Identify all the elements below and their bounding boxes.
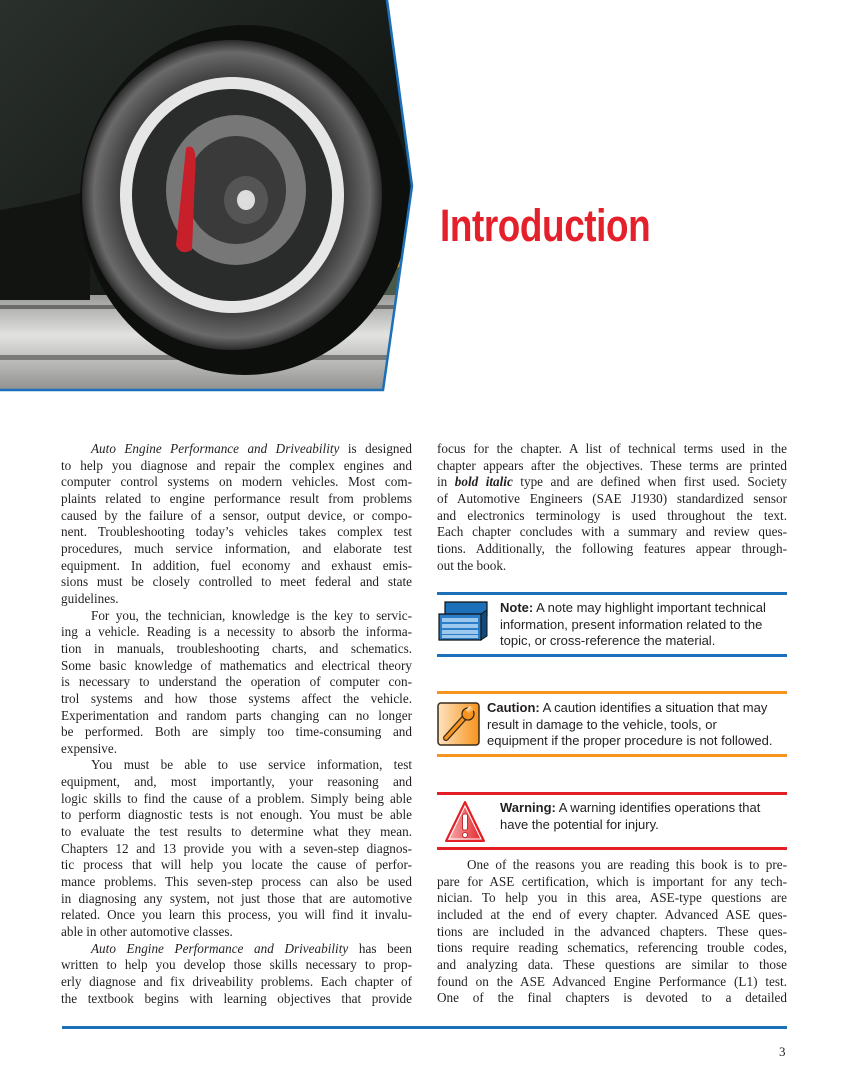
text-line: able in other automotive classes.	[61, 924, 233, 940]
note-line: A note may highlight important technical	[533, 600, 766, 615]
warning-line: have the potential for injury.	[500, 816, 659, 832]
note-line: topic, or cross-reference the material.	[500, 633, 716, 649]
text-line: One of the reasons you are reading this book is to pre-	[467, 857, 787, 872]
text-line: mance problems. This seven-step process can also be used	[61, 874, 412, 890]
text-line: guidelines.	[61, 590, 119, 606]
caution-line: equipment if the proper procedure is not followed.	[487, 733, 773, 749]
text-line: chapter appears after the objectives. These terms are printed	[437, 457, 787, 473]
footer-rule	[62, 1026, 787, 1029]
emphasized-text: Auto Engine Performance and Driveability	[91, 940, 349, 956]
chapter-title: Introduction	[440, 200, 651, 251]
text-line: ing a vehicle. Reading is a necessity to absorb the informa-	[61, 624, 412, 640]
text-line: and electronics terminology is used throughout the text.	[437, 507, 787, 523]
paragraph	[437, 441, 787, 574]
paragraph	[437, 857, 787, 1007]
wrench-icon	[437, 702, 480, 746]
text-line: tion in manuals, troubleshooting charts, and schematics.	[61, 640, 412, 656]
note-text	[500, 600, 766, 650]
text-segment: type and are defined when first used. Society	[512, 474, 787, 490]
caution-line: result in damage to the vehicle, tools, or	[487, 716, 717, 732]
caution-label: Caution:	[487, 700, 540, 715]
text-line: logic skills to find the cause of a problem. Simply being able	[61, 790, 412, 806]
right-column-text-bottom	[437, 857, 787, 1007]
text-line: expensive.	[61, 740, 118, 756]
text-line: the textbook begins with learning objectives that provide	[61, 990, 412, 1006]
text-line: tions. Additionally, the following features appear through-	[437, 540, 787, 556]
text-line	[437, 474, 787, 491]
text-line: pare for ASE certification, which is important for any tech-	[437, 873, 787, 889]
note-bottom-rule	[437, 654, 787, 657]
warning-text	[500, 800, 760, 833]
text-line: tions are included in the advanced chapters. These ques-	[437, 923, 787, 939]
warning-top-rule	[437, 792, 787, 795]
text-line: in diagnosing any system, not just those that are automotive	[61, 890, 412, 906]
text-line: and analyzing data. These questions are similar to those	[437, 956, 787, 972]
text-line: included at the end of every chapter. Advanced ASE ques-	[437, 906, 787, 922]
emphasized-text: bold italic	[454, 474, 513, 490]
text-line: One of the final chapters is devoted to a detailed	[437, 990, 787, 1006]
text-line: nician. To help you in this area, ASE-type questions are	[437, 890, 787, 906]
text-line: sions must be closely controlled to meet federal and state	[61, 574, 412, 590]
paragraph	[61, 757, 412, 940]
text-line: related. Once you learn this process, you will find it invalu-	[61, 907, 412, 923]
text-line: written to help you develop those skills necessary to prop-	[61, 957, 412, 973]
note-top-rule	[437, 592, 787, 595]
text-line: found on the ASE Advanced Engine Performance (L1) test.	[437, 973, 787, 989]
text-line: Experimentation and random parts changing can no longer	[61, 707, 412, 723]
paragraph	[61, 608, 412, 758]
caution-top-rule	[437, 691, 787, 694]
note-label: Note:	[500, 600, 534, 615]
text-line: Each chapter concludes with a summary and review ques-	[437, 524, 787, 540]
text-segment: in	[437, 474, 455, 490]
text-line: procedures, much service information, and elaborate test	[61, 540, 412, 556]
text-line: focus for the chapter. A list of technical terms used in the	[437, 441, 787, 456]
warning-label: Warning:	[500, 800, 556, 815]
text-line: nent. Troubleshooting today’s vehicles takes complex test	[61, 524, 412, 540]
warning-triangle-icon	[444, 800, 486, 844]
text-line: caused by the failure of a sensor, output device, or compo-	[61, 507, 412, 523]
text-line: be performed. Both are simply too time-consuming and	[61, 724, 412, 740]
page-number: 3	[779, 1044, 786, 1059]
text-segment: has been	[348, 940, 412, 956]
text-line: is necessary to understand the operation of computer con-	[61, 674, 412, 690]
text-line: to evaluate the test results to determine what they mean.	[61, 824, 412, 840]
text-segment: is designed	[339, 441, 412, 456]
text-line	[61, 941, 412, 958]
text-line: to help you diagnose and repair the complex engines and	[61, 457, 412, 473]
text-line: You must be able to use service information, test	[91, 757, 412, 773]
paragraph	[61, 941, 412, 1008]
text-line: to perform diagnostic tests is not enough. You must be able	[61, 807, 412, 823]
text-line: computer control systems on modern vehicles. Most com-	[61, 474, 412, 490]
note-line: information, present information related to the	[500, 616, 763, 632]
warning-line: A warning identifies operations that	[555, 800, 761, 815]
paragraph	[61, 441, 412, 608]
text-line: trol systems and how those systems affect the vehicle.	[61, 690, 412, 706]
caution-line: A caution identifies a situation that may	[539, 700, 768, 715]
text-line: Chapters 12 and 13 provide you with a seven-step diagnos-	[61, 840, 412, 856]
text-line: of Automotive Engineers (SAE J1930) standardized sensor	[437, 490, 787, 506]
text-line: out the book.	[437, 557, 507, 573]
emphasized-text: Auto Engine Performance and Driveability	[91, 441, 340, 456]
text-line: equipment, and, most importantly, your reasoning and	[61, 774, 412, 790]
warning-bottom-rule	[437, 847, 787, 850]
text-line	[61, 441, 412, 458]
text-line: For you, the technician, knowledge is the key to servic-	[91, 607, 412, 623]
text-line: tions require reading schematics, referencing trouble codes,	[437, 940, 787, 956]
toolbox-icon	[437, 600, 489, 642]
caution-bottom-rule	[437, 754, 787, 757]
text-line: Some basic knowledge of mathematics and electrical theory	[61, 657, 412, 673]
caution-text	[487, 700, 772, 750]
header-photo-spinning-wheel	[0, 0, 420, 395]
text-line: plaints related to engine performance result from problems	[61, 490, 412, 506]
right-column-text-top	[437, 441, 787, 574]
text-line: equipment. In addition, fuel economy and exhaust emis-	[61, 557, 412, 573]
text-line: tic process that will help you locate the cause of perfor-	[61, 857, 412, 873]
left-column-text	[61, 441, 412, 1007]
text-line: erly diagnose and fix driveability problems. Each chapter of	[61, 974, 412, 989]
